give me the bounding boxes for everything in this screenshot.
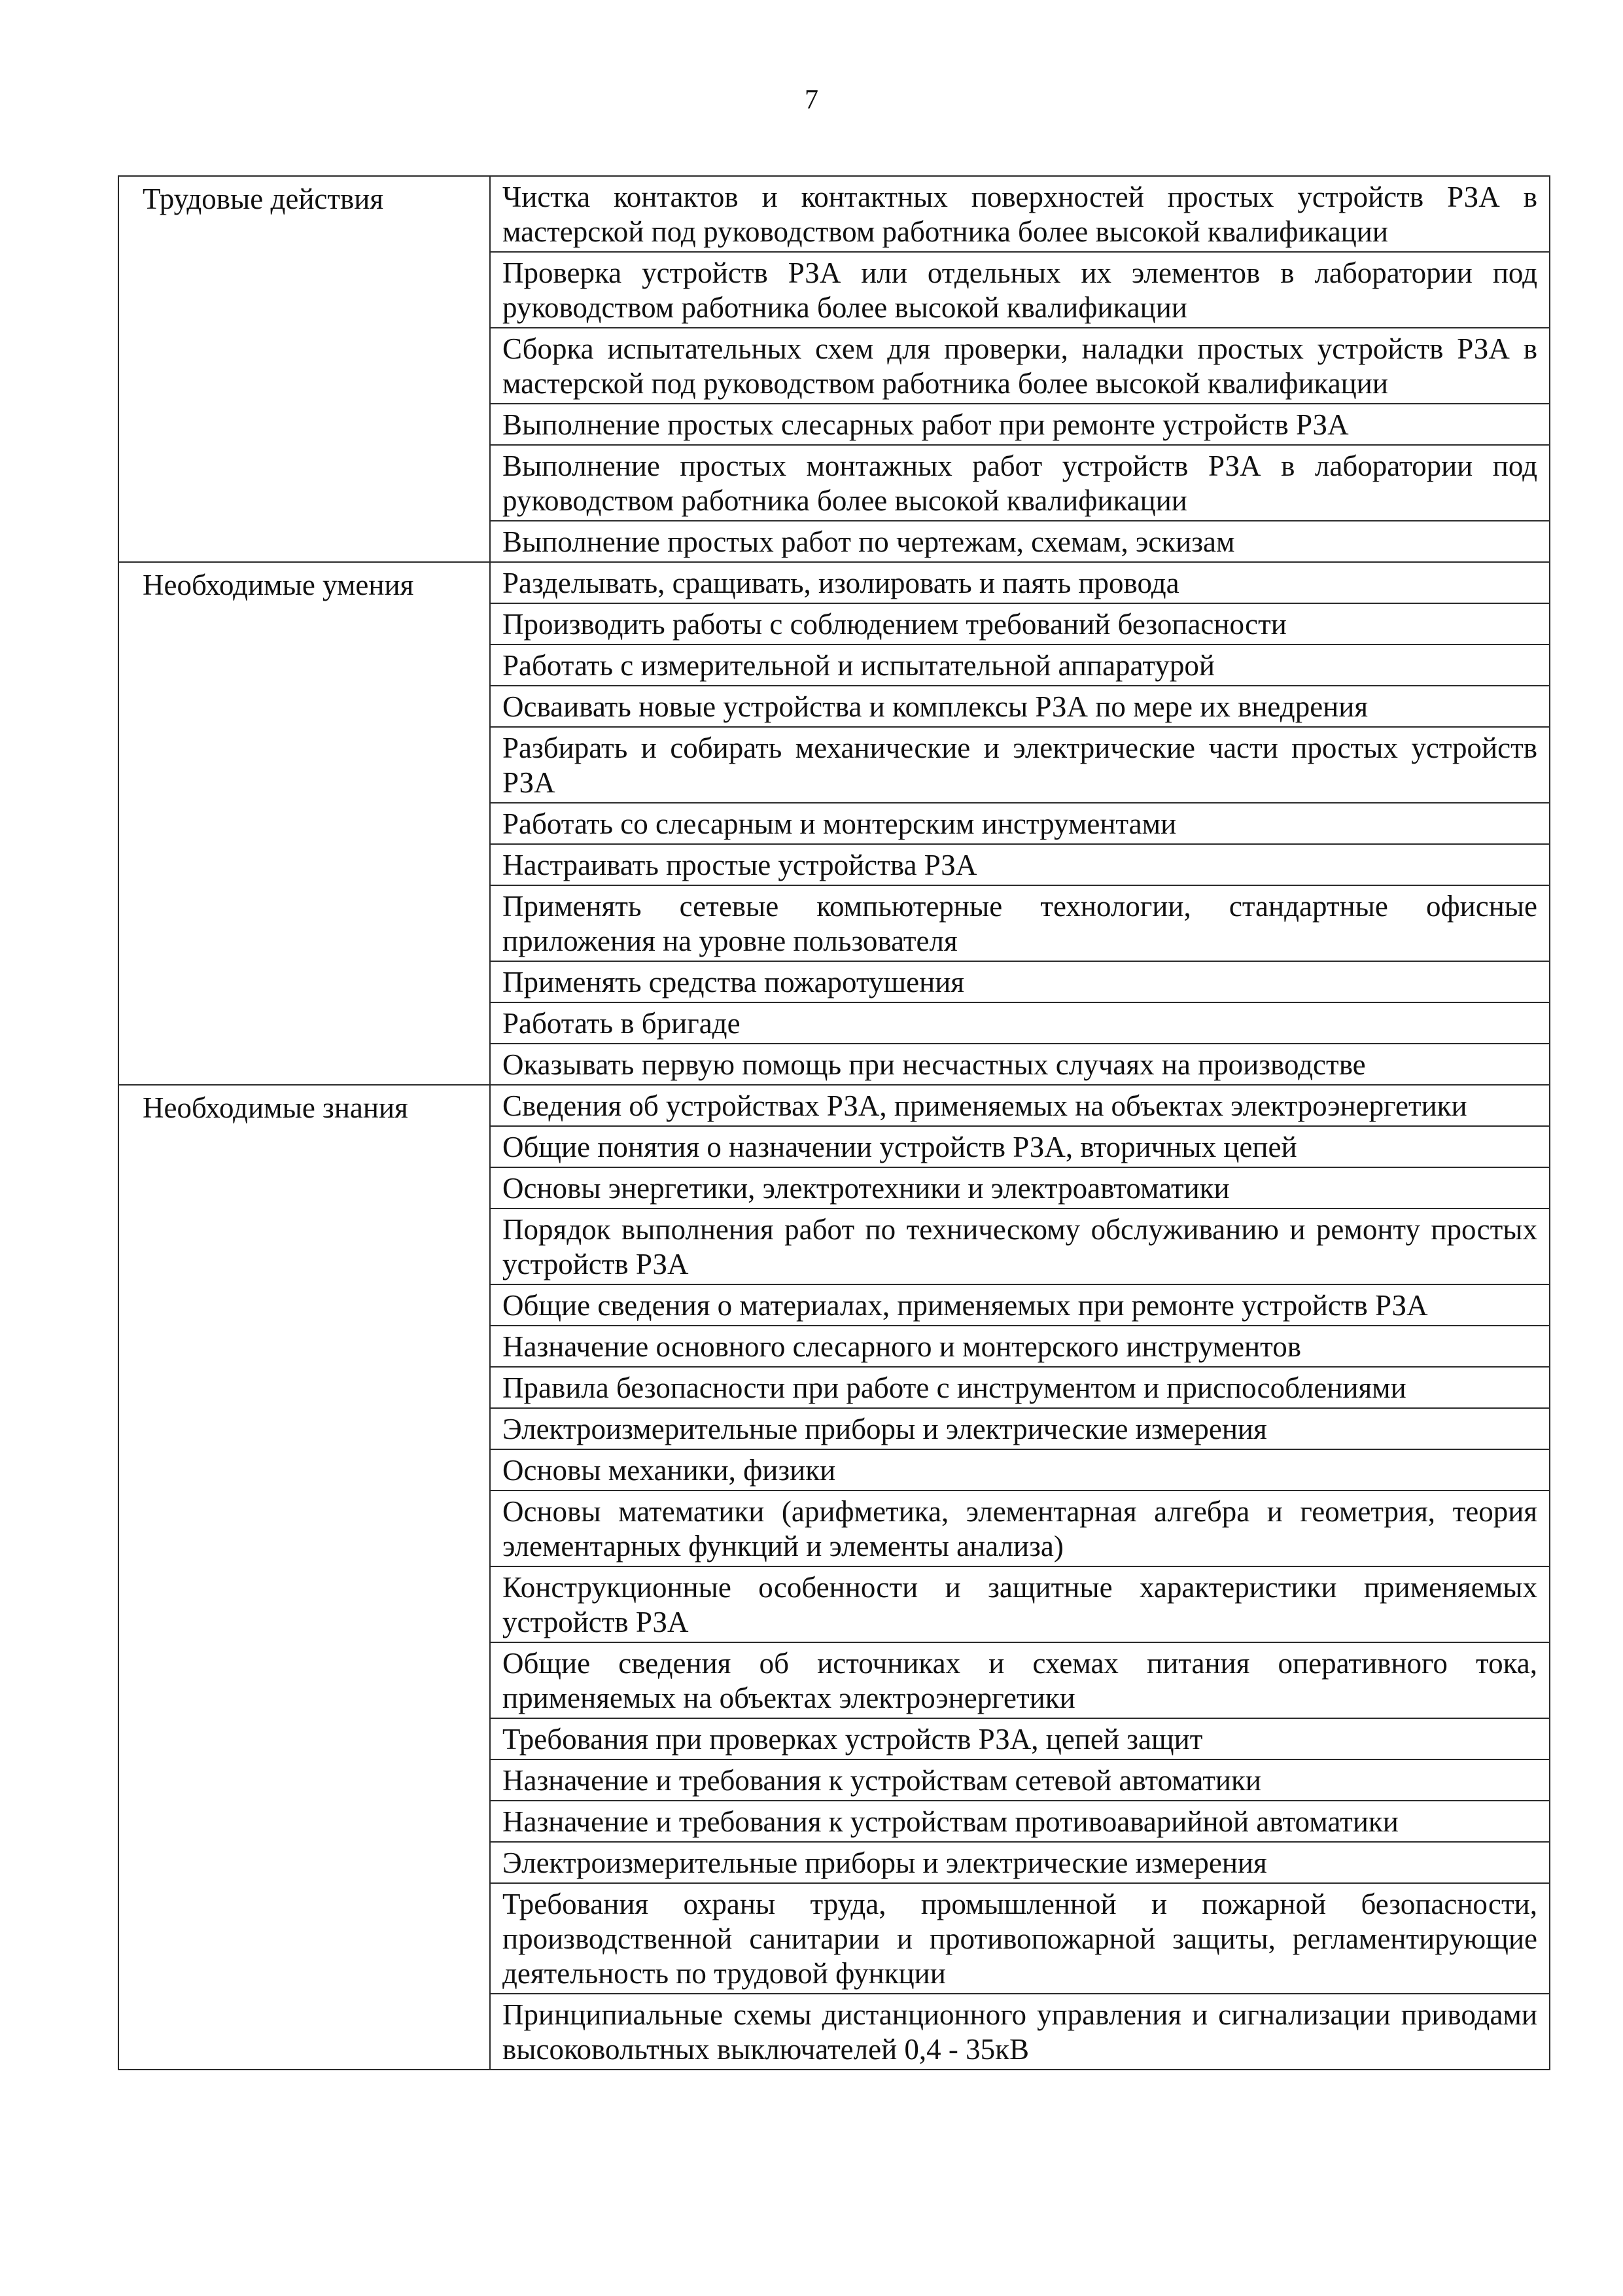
- section-item: Разбирать и собирать механические и электрические части простых устройств РЗА: [490, 727, 1550, 803]
- competency-table: [118, 175, 1550, 2070]
- section-item: Применять сетевые компьютерные технологии, стандартные офисные приложения на уровне пользователя: [490, 885, 1550, 961]
- section-item: Общие сведения об источниках и схемах питания оперативного тока, применяемых на объектах электроэнергетики: [490, 1642, 1550, 1718]
- section-item: Осваивать новые устройства и комплексы РЗА по мере их внедрения: [490, 686, 1550, 727]
- section-item: Порядок выполнения работ по техническому обслуживанию и ремонту простых устройств РЗА: [490, 1209, 1550, 1284]
- section-item: Основы механики, физики: [490, 1449, 1550, 1491]
- section-item: Назначение и требования к устройствам противоаварийной автоматики: [490, 1801, 1550, 1842]
- table-row: [118, 562, 1550, 603]
- section-item: Выполнение простых монтажных работ устройств РЗА в лаборатории под руководством работника более высокой квалификации: [490, 445, 1550, 521]
- section-item: Электроизмерительные приборы и электрические измерения: [490, 1842, 1550, 1883]
- section-item: Работать с измерительной и испытательной аппаратурой: [490, 645, 1550, 686]
- section-label: Трудовые действия: [118, 176, 490, 562]
- section-item: Общие сведения о материалах, применяемых при ремонте устройств РЗА: [490, 1284, 1550, 1326]
- section-item: Разделывать, сращивать, изолировать и паять провода: [490, 562, 1550, 603]
- section-item: Назначение основного слесарного и монтерского инструментов: [490, 1326, 1550, 1367]
- section-item: Сведения об устройствах РЗА, применяемых на объектах электроэнергетики: [490, 1085, 1550, 1126]
- competency-table-body: [118, 176, 1550, 2070]
- section-item: Основы энергетики, электротехники и электроавтоматики: [490, 1167, 1550, 1209]
- section-item: Выполнение простых работ по чертежам, схемам, эскизам: [490, 521, 1550, 562]
- section-item: Требования охраны труда, промышленной и пожарной безопасности, производственной санитарии и противопожарной защиты, регламентирующие деятельность по трудовой функции: [490, 1883, 1550, 1994]
- section-item: Выполнение простых слесарных работ при ремонте устройств РЗА: [490, 404, 1550, 445]
- section-item: Общие понятия о назначении устройств РЗА, вторичных цепей: [490, 1126, 1550, 1167]
- section-label: Необходимые умения: [118, 562, 490, 1085]
- page-number: 7: [805, 85, 818, 115]
- section-item: Проверка устройств РЗА или отдельных их элементов в лаборатории под руководством работника более высокой квалификации: [490, 252, 1550, 328]
- section-item: Правила безопасности при работе с инструментом и приспособлениями: [490, 1367, 1550, 1408]
- section-item: Основы математики (арифметика, элементарная алгебра и геометрия, теория элементарных функций и элементы анализа): [490, 1491, 1550, 1566]
- table-row: [118, 1085, 1550, 1126]
- section-item: Оказывать первую помощь при несчастных случаях на производстве: [490, 1044, 1550, 1085]
- section-item: Применять средства пожаротушения: [490, 961, 1550, 1002]
- section-item: Производить работы с соблюдением требований безопасности: [490, 603, 1550, 645]
- section-item: Конструкционные особенности и защитные характеристики применяемых устройств РЗА: [490, 1566, 1550, 1642]
- section-item: Принципиальные схемы дистанционного управления и сигнализации приводами высоковольтных выключателей 0,4 - 35кВ: [490, 1994, 1550, 2070]
- section-label: Необходимые знания: [118, 1085, 490, 2070]
- section-item: Назначение и требования к устройствам сетевой автоматики: [490, 1759, 1550, 1801]
- section-item: Требования при проверках устройств РЗА, цепей защит: [490, 1718, 1550, 1759]
- table-row: [118, 176, 1550, 252]
- section-item: Чистка контактов и контактных поверхностей простых устройств РЗА в мастерской под руководством работника более высокой квалификации: [490, 176, 1550, 252]
- section-item: Работать в бригаде: [490, 1002, 1550, 1044]
- section-item: Сборка испытательных схем для проверки, наладки простых устройств РЗА в мастерской под руководством работника более высокой квалификации: [490, 328, 1550, 404]
- section-item: Настраивать простые устройства РЗА: [490, 844, 1550, 885]
- section-item: Электроизмерительные приборы и электрические измерения: [490, 1408, 1550, 1449]
- section-item: Работать со слесарным и монтерским инструментами: [490, 803, 1550, 844]
